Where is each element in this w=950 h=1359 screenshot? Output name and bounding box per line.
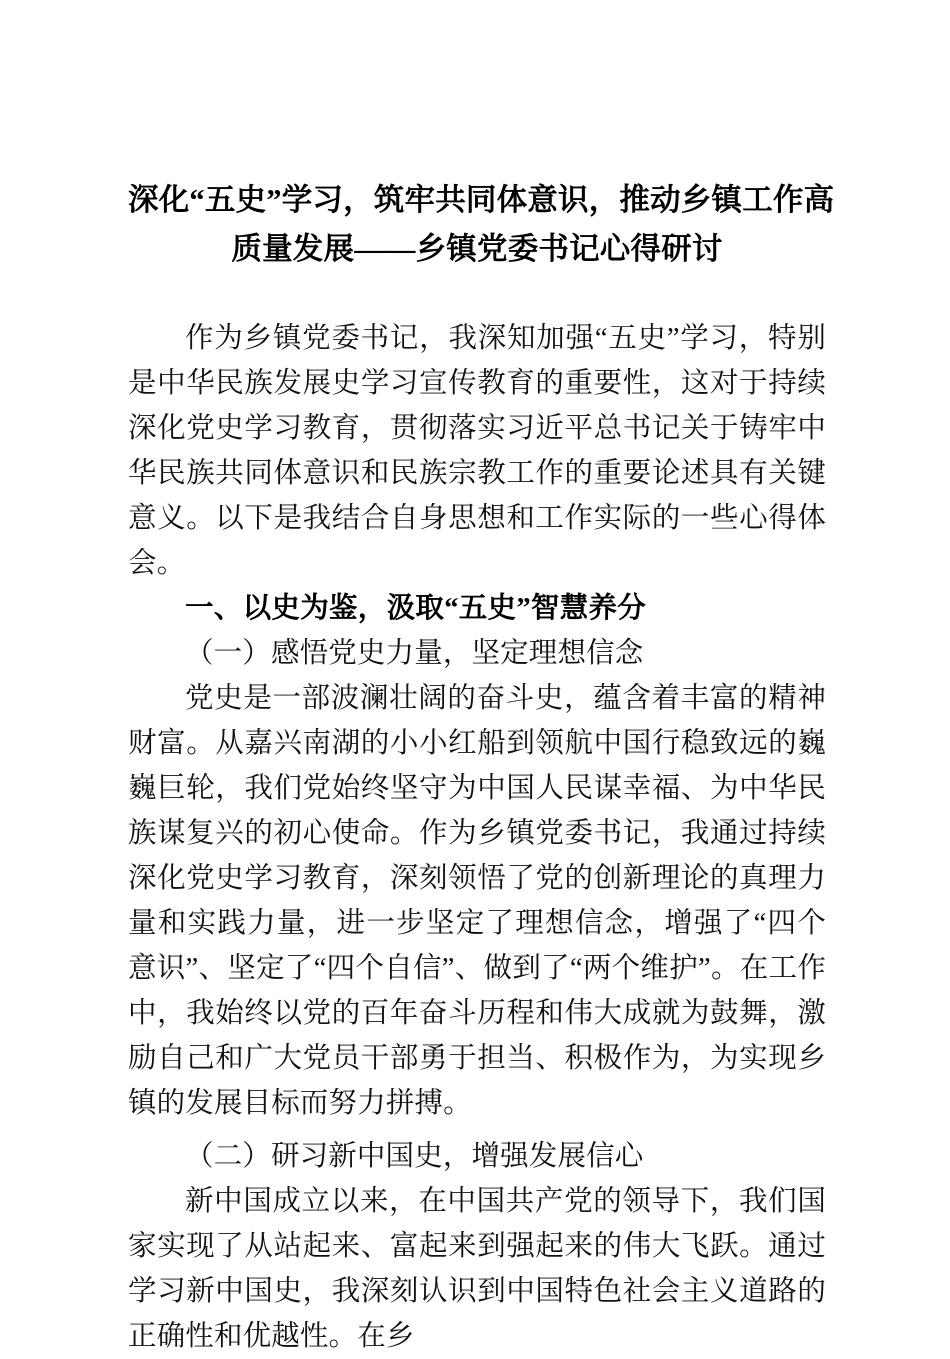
section-heading-1: 一、以史为鉴，汲取“五史”智慧养分 (185, 593, 647, 624)
subsection-heading-1-2: （二）研习新中国史，增强发展信心 (185, 1141, 644, 1172)
title-body-spacer (128, 274, 826, 316)
paragraph-gap (128, 1126, 826, 1134)
paragraph-party-history: 党史是一部波澜壮阔的奋斗史，蕴含着丰富的精神财富。从嘉兴南湖的小小红船到领航中国行稳致远的巍巍巨轮，我们党始终坚守为中国人民谋幸福、为中华民族谋复兴的初心使命。作为乡镇党委书记，我通过持续深化党史学习教育，深刻领悟了党的创新理论的真理力量和实践力量，进一步坚定了理想信念，增强了“四个意识”、坚定了“四个自信”、做到了“两个维护”。在工作中，我始终以党的百年奋斗历程和伟大成就为鼓舞，激励自己和广大党员干部勇于担当、积极作为，为实现乡镇的发展目标而努力拼搏。 (128, 683, 826, 1119)
document-content (128, 176, 835, 1359)
page-title-line-2: 质量发展——乡镇党委书记心得研讨 (231, 232, 723, 266)
opening-paragraph: 作为乡镇党委书记，我深知加强“五史”学习，特别是中华民族发展史学习宣传教育的重要性，这对于持续深化党史学习教育，贯彻落实习近平总书记关于铸牢中华民族共同体意识和民族宗教工作的重要论述具有关键意义。以下是我结合自身思想和工作实际的一些心得体会。 (128, 323, 826, 579)
paragraph-prc-history: 新中国成立以来，在中国共产党的领导下，我们国家实现了从站起来、富起来到强起来的伟大飞跃。通过学习新中国史，我深刻认识到中国特色社会主义道路的正确性和优越性。在乡 (128, 1186, 826, 1352)
page-title (128, 176, 835, 274)
subsection-heading-1-1: （一）感悟党史力量，坚定理想信念 (185, 638, 644, 669)
page-title-line-1: 深化“五史”学习，筑牢共同体意识，推动乡镇工作高 (128, 183, 835, 217)
